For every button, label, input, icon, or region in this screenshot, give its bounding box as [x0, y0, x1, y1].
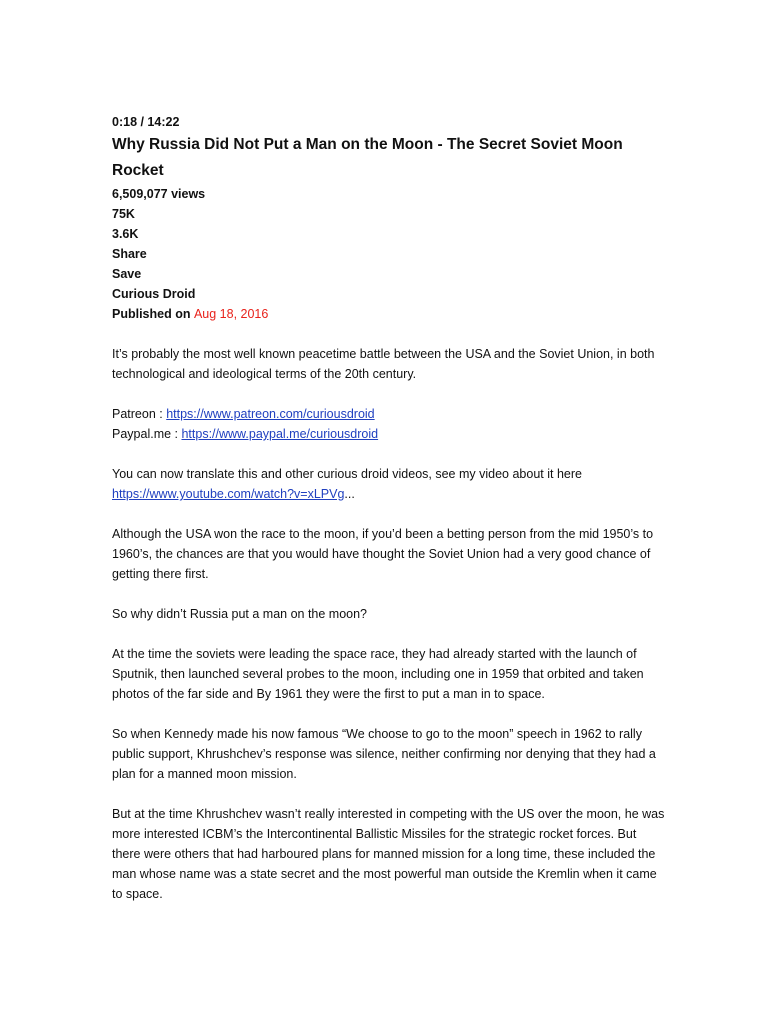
video-timestamp: 0:18 / 14:22: [112, 115, 180, 129]
description-paragraph: So why didn’t Russia put a man on the moon?: [112, 607, 368, 621]
published-label: Published on: [112, 307, 191, 321]
patreon-link[interactable]: https://www.patreon.com/curiousdroid: [166, 407, 375, 421]
link-ellipsis: ...: [344, 487, 355, 501]
dislike-count: 3.6K: [112, 227, 139, 241]
description-paragraph: At the time the soviets were leading the space race, they had already started with the launch of Sputnik, then launched several probes to the moon, including one in 1959 that orbited and taken photos of the far side and By 1961 they were the first to put a man in to space.: [112, 647, 644, 701]
youtube-link[interactable]: https://www.youtube.com/watch?v=xLPVg: [112, 487, 345, 501]
paypal-label: Paypal.me :: [112, 427, 182, 441]
published-line: [112, 304, 668, 324]
description-paragraph: But at the time Khrushchev wasn’t really interested in competing with the US over the moon, he was more interested ICBM’s the Intercontinental Ballistic Missiles for the strategic rocket forces. But there were others that had harboured plans for manned mission for a long time, these included the man whose name was a state secret and the most powerful man outside the Kremlin when it came to space.: [112, 807, 665, 901]
channel-name: Curious Droid: [112, 287, 196, 301]
published-date: Aug 18, 2016: [193, 307, 269, 321]
description-intro: It’s probably the most well known peacetime battle between the USA and the Soviet Union, in both technological and ideological terms of the 20th century.: [112, 347, 655, 381]
translate-line: [112, 484, 668, 504]
spacer: [112, 444, 668, 464]
spacer: [112, 324, 668, 344]
description-paragraph: So when Kennedy made his now famous “We choose to go to the moon” speech in 1962 to rally public support, Khrushchev’s response was silence, neither confirming nor denying that they had a plan for a manned moon mission.: [112, 727, 656, 781]
patreon-line: [112, 404, 668, 424]
view-count: 6,509,077 views: [112, 187, 206, 201]
save-label: Save: [112, 267, 142, 281]
patreon-label: Patreon :: [112, 407, 167, 421]
description-paragraph: Although the USA won the race to the moon, if you’d been a betting person from the mid 1950’s to 1960’s, the chances are that you would have thought the Soviet Union had a very good chance of getting there first.: [112, 527, 654, 581]
spacer: [112, 504, 668, 524]
like-count: 75K: [112, 207, 135, 221]
paypal-link[interactable]: https://www.paypal.me/curiousdroid: [181, 427, 379, 441]
share-label: Share: [112, 247, 147, 261]
video-title: Why Russia Did Not Put a Man on the Moon - The Secret Soviet Moon Rocket: [112, 136, 623, 179]
translate-text: You can now translate this and other curious droid videos, see my video about it here: [112, 467, 582, 481]
paypal-line: [112, 424, 668, 444]
